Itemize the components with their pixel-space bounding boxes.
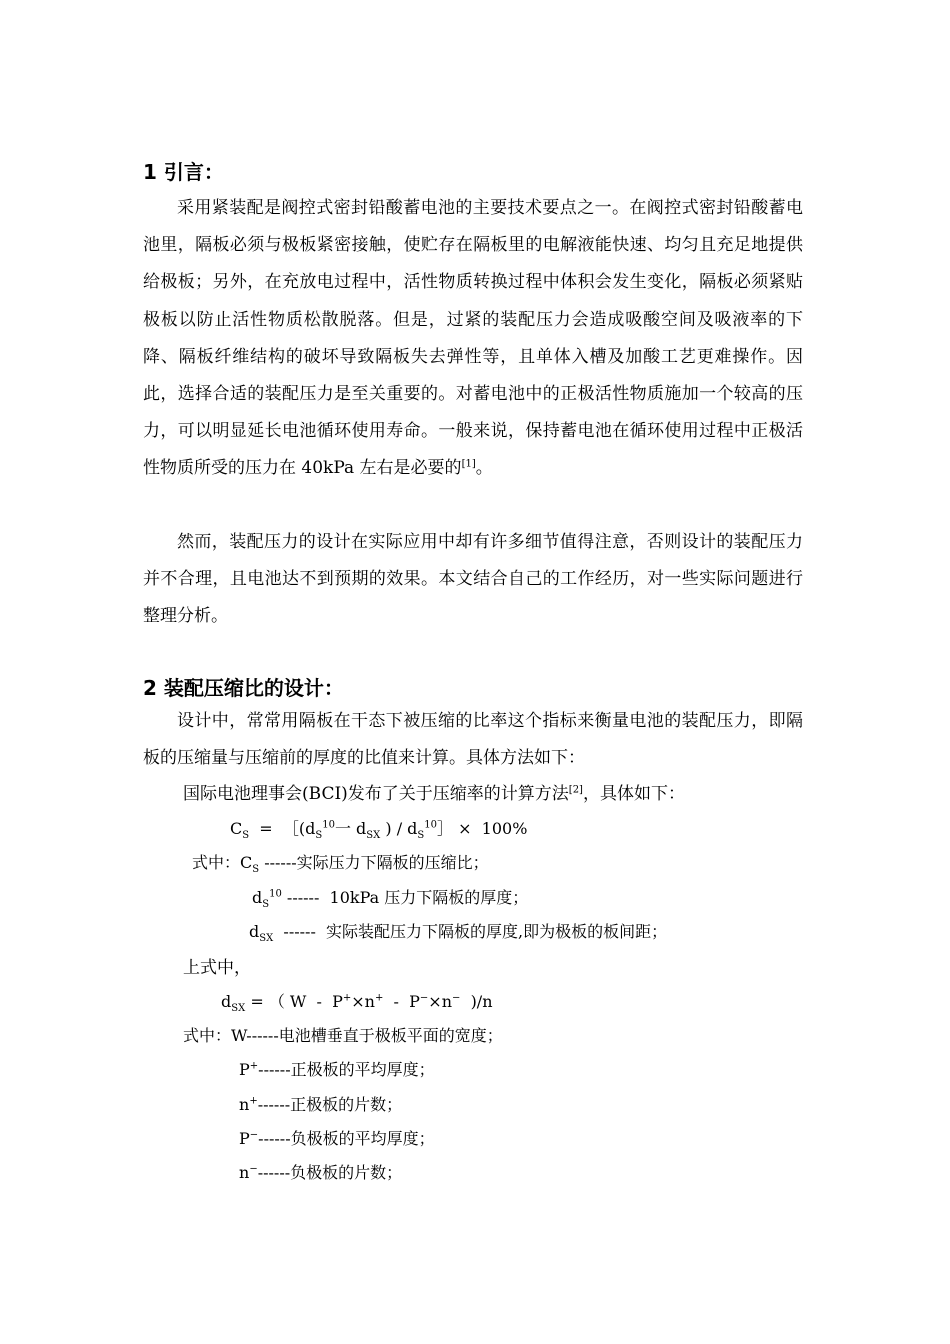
section-1-paragraph-1-end: 。 (475, 458, 493, 479)
where-ds10-line: $d_S^{10}$ ------ 10kPa 压力下隔板的厚度； (252, 888, 529, 911)
where-dsx-line: $d_{SX}$ ------ 实际装配压力下隔板的厚度,即为极板的板间距； (249, 922, 668, 945)
where-cs-line: 式中：$C_S$ ------实际压力下隔板的压缩比； (192, 853, 489, 876)
section-2-heading: 2 装配压缩比的设计： (143, 676, 344, 700)
where-w-line: 式中：W------电池槽垂直于极板平面的宽度； (183, 1026, 503, 1045)
where-n-plus-line: n+------正极板的片数； (239, 1095, 403, 1114)
above-formula-line: 上式中， (183, 958, 251, 978)
where-p-minus-line: P−------负极板的平均厚度； (239, 1129, 435, 1148)
where-p-plus-line: P+------正极板的平均厚度； (239, 1060, 435, 1079)
compression-ratio-formula: $C_S$ = $[(d_S^{10}$一 $d_{SX}$ ) / $d_S^{10}] \times 100\%$ (230, 819, 528, 842)
where-n-minus-line: n−------负极板的片数； (239, 1163, 403, 1182)
section-1-paragraph-2: 然而，装配压力的设计在实际应用中却有许多细节值得注意，否则设计的装配压力并不合理，且电池达不到预期的效果。本文结合自己的工作经历，对一些实际问题进行整理分析。 (143, 532, 803, 627)
bci-method-line: 国际电池理事会(BCI)发布了关于压缩率的计算方法[2]，具体如下： (183, 784, 685, 804)
citation-2: [2] (568, 784, 583, 796)
section-1-paragraph-1 (143, 190, 803, 488)
citation-1: [1] (461, 458, 476, 470)
section-2-paragraph-1: 设计中，常常用隔板在干态下被压缩的比率这个指标来衡量电池的装配压力，即隔板的压缩量与压缩前的厚度的比值来计算。具体方法如下： (143, 711, 803, 769)
section-1-heading: 1 引言： (143, 160, 224, 184)
section-1-paragraph-1-text: 采用紧装配是阀控式密封铅酸蓄电池的主要技术要点之一。在阀控式密封铅酸蓄电池里，隔板必须与极板紧密接触，使贮存在隔板里的电解液能快速、均匀且充足地提供给极板；另外，在充放电过程中，活性物质转换过程中体积会发生变化，隔板必须紧贴极板以防止活性物质松散脱落。但是，过紧的装配压力会造成吸酸空间及吸液率的下降、隔板纤维结构的破坏导致隔板失去弹性等，且单体入槽及加酸工艺更难操作。因此，选择合适的装配压力是至关重要的。对蓄电池中的正极活性物质施加一个较高的压力，可以明显延长电池循环使用寿命。一般来说，保持蓄电池在循环使用过程中正极活性物质所受的压力在 40kPa 左右是必要的 (143, 198, 803, 479)
plate-spacing-formula: $d_{SX}$ = （ W - P+×n+ - P−×n− )/n (221, 992, 493, 1015)
